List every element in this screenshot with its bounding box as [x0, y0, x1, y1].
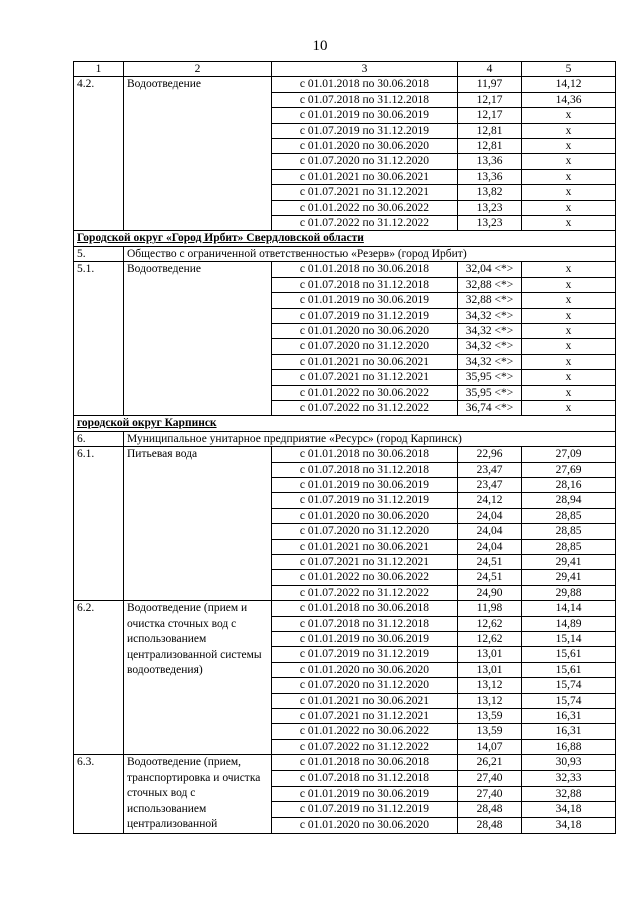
column-header: 4 [458, 62, 522, 77]
tariff-value-cell: 24,51 [458, 555, 522, 570]
service-name: Водоотведение [124, 77, 272, 231]
period-cell: с 01.07.2020 по 31.12.2020 [272, 524, 458, 539]
tariff-value-cell: 28,48 [458, 802, 522, 818]
period-cell: с 01.07.2021 по 31.12.2021 [272, 185, 458, 200]
tariff-value-cell: 13,59 [458, 709, 522, 724]
tariff-vat-cell: 34,18 [522, 802, 616, 818]
tariff-vat-cell: 28,85 [522, 508, 616, 523]
tariff-value-cell: 22,96 [458, 447, 522, 462]
period-cell: с 01.01.2021 по 30.06.2021 [272, 354, 458, 369]
tariff-vat-cell: х [522, 216, 616, 231]
period-cell: с 01.07.2022 по 31.12.2022 [272, 739, 458, 754]
tariff-value-cell: 27,40 [458, 786, 522, 802]
period-cell: с 01.07.2020 по 31.12.2020 [272, 678, 458, 693]
period-cell: с 01.01.2020 по 30.06.2020 [272, 662, 458, 677]
tariff-vat-cell: х [522, 200, 616, 215]
tariff-value-cell: 13,36 [458, 169, 522, 184]
tariff-vat-cell: 32,33 [522, 770, 616, 786]
period-cell: с 01.01.2020 по 30.06.2020 [272, 508, 458, 523]
period-cell: с 01.01.2020 по 30.06.2020 [272, 323, 458, 338]
period-cell: с 01.01.2018 по 30.06.2018 [272, 262, 458, 277]
period-cell: с 01.07.2019 по 31.12.2019 [272, 647, 458, 662]
tariff-value-cell: 23,47 [458, 477, 522, 492]
period-cell: с 01.07.2018 по 31.12.2018 [272, 92, 458, 107]
tariff-value-cell: 11,98 [458, 601, 522, 616]
tariff-vat-cell: х [522, 339, 616, 354]
tariff-value-cell: 34,32 <*> [458, 354, 522, 369]
item-number: 6.1. [74, 447, 124, 601]
tariff-value-cell: 27,40 [458, 770, 522, 786]
tariff-value-cell: 24,51 [458, 570, 522, 585]
organization-name: Общество с ограниченной ответственностью «Резерв» (город Ирбит) [124, 246, 616, 261]
tariff-vat-cell: х [522, 123, 616, 138]
tariff-value-cell: 14,07 [458, 739, 522, 754]
period-cell: с 01.01.2021 по 30.06.2021 [272, 539, 458, 554]
organization-number: 6. [74, 431, 124, 446]
item-number: 5.1. [74, 262, 124, 416]
organization-number: 5. [74, 246, 124, 261]
period-cell: с 01.01.2018 по 30.06.2018 [272, 601, 458, 616]
period-cell: с 01.01.2019 по 30.06.2019 [272, 632, 458, 647]
period-cell: с 01.07.2022 по 31.12.2022 [272, 400, 458, 415]
period-cell: с 01.01.2022 по 30.06.2022 [272, 200, 458, 215]
tariff-value-cell: 24,04 [458, 524, 522, 539]
tariff-value-cell: 12,17 [458, 108, 522, 123]
tariff-value-cell: 35,95 <*> [458, 385, 522, 400]
period-cell: с 01.07.2020 по 31.12.2020 [272, 154, 458, 169]
tariff-vat-cell: х [522, 323, 616, 338]
tariff-row [74, 262, 616, 277]
period-cell: с 01.01.2022 по 30.06.2022 [272, 385, 458, 400]
tariff-vat-cell: х [522, 262, 616, 277]
tariff-vat-cell: 29,41 [522, 570, 616, 585]
period-cell: с 01.01.2020 по 30.06.2020 [272, 139, 458, 154]
tariff-row [74, 77, 616, 92]
tariff-value-cell: 34,32 <*> [458, 308, 522, 323]
tariff-value-cell: 12,17 [458, 92, 522, 107]
tariff-value-cell: 12,81 [458, 139, 522, 154]
period-cell: с 01.07.2021 по 31.12.2021 [272, 709, 458, 724]
tariff-vat-cell: х [522, 400, 616, 415]
tariff-vat-cell: 14,89 [522, 616, 616, 631]
tariff-vat-cell: 14,36 [522, 92, 616, 107]
tariff-vat-cell: 15,61 [522, 662, 616, 677]
tariff-vat-cell: 34,18 [522, 818, 616, 834]
tariff-vat-cell: х [522, 154, 616, 169]
tariff-vat-cell: х [522, 370, 616, 385]
organization-name: Муниципальное унитарное предприятие «Ресурс» (город Карпинск) [124, 431, 616, 446]
tariff-value-cell: 13,12 [458, 678, 522, 693]
tariff-vat-cell: х [522, 277, 616, 292]
period-cell: с 01.07.2021 по 31.12.2021 [272, 555, 458, 570]
period-cell: с 01.01.2022 по 30.06.2022 [272, 570, 458, 585]
tariff-table [73, 61, 616, 834]
tariff-row [74, 755, 616, 771]
period-cell: с 01.01.2022 по 30.06.2022 [272, 724, 458, 739]
tariff-vat-cell: 14,14 [522, 601, 616, 616]
period-cell: с 01.01.2018 по 30.06.2018 [272, 447, 458, 462]
tariff-value-cell: 13,59 [458, 724, 522, 739]
tariff-vat-cell: 32,88 [522, 786, 616, 802]
column-header: 1 [74, 62, 124, 77]
tariff-value-cell: 28,48 [458, 818, 522, 834]
service-name: Водоотведение [124, 262, 272, 416]
period-cell: с 01.01.2019 по 30.06.2019 [272, 108, 458, 123]
tariff-value-cell: 24,04 [458, 539, 522, 554]
tariff-vat-cell: 28,85 [522, 539, 616, 554]
tariff-vat-cell: 16,31 [522, 724, 616, 739]
tariff-vat-cell: х [522, 354, 616, 369]
tariff-value-cell: 24,12 [458, 493, 522, 508]
tariff-vat-cell: х [522, 308, 616, 323]
tariff-value-cell: 26,21 [458, 755, 522, 771]
tariff-vat-cell: 27,09 [522, 447, 616, 462]
item-number: 6.3. [74, 755, 124, 834]
tariff-vat-cell: 15,74 [522, 678, 616, 693]
tariff-value-cell: 32,88 <*> [458, 293, 522, 308]
period-cell: с 01.07.2019 по 31.12.2019 [272, 802, 458, 818]
tariff-value-cell: 13,01 [458, 647, 522, 662]
period-cell: с 01.07.2019 по 31.12.2019 [272, 308, 458, 323]
period-cell: с 01.07.2019 по 31.12.2019 [272, 493, 458, 508]
section-row [74, 416, 616, 431]
tariff-vat-cell: 15,14 [522, 632, 616, 647]
tariff-vat-cell: 28,94 [522, 493, 616, 508]
tariff-value-cell: 35,95 <*> [458, 370, 522, 385]
tariff-value-cell: 12,62 [458, 632, 522, 647]
period-cell: с 01.07.2020 по 31.12.2020 [272, 339, 458, 354]
tariff-vat-cell: 29,41 [522, 555, 616, 570]
tariff-row [74, 447, 616, 462]
service-name: Водоотведение (прием, транспортировка и очистка сточных вод с использованием централизованной [124, 755, 272, 834]
tariff-value-cell: 13,12 [458, 693, 522, 708]
tariff-vat-cell: 15,74 [522, 693, 616, 708]
section-title: Городской округ «Город Ирбит» Свердловской области [74, 231, 616, 246]
tariff-value-cell: 12,81 [458, 123, 522, 138]
section-row [74, 231, 616, 246]
tariff-vat-cell: 16,88 [522, 739, 616, 754]
period-cell: с 01.07.2018 по 31.12.2018 [272, 277, 458, 292]
period-cell: с 01.01.2019 по 30.06.2019 [272, 293, 458, 308]
tariff-value-cell: 34,32 <*> [458, 339, 522, 354]
tariff-vat-cell: 30,93 [522, 755, 616, 771]
section-title: городской округ Карпинск [74, 416, 616, 431]
page-number: 10 [312, 38, 328, 54]
tariff-value-cell: 12,62 [458, 616, 522, 631]
tariff-vat-cell: х [522, 139, 616, 154]
header-row [74, 62, 616, 77]
period-cell: с 01.07.2021 по 31.12.2021 [272, 370, 458, 385]
tariff-vat-cell: х [522, 108, 616, 123]
tariff-vat-cell: 29,88 [522, 585, 616, 600]
tariff-vat-cell: 27,69 [522, 462, 616, 477]
period-cell: с 01.07.2022 по 31.12.2022 [272, 585, 458, 600]
period-cell: с 01.07.2018 по 31.12.2018 [272, 770, 458, 786]
tariff-vat-cell: х [522, 185, 616, 200]
service-name: Питьевая вода [124, 447, 272, 601]
period-cell: с 01.01.2019 по 30.06.2019 [272, 477, 458, 492]
tariff-value-cell: 24,04 [458, 508, 522, 523]
period-cell: с 01.07.2018 по 31.12.2018 [272, 616, 458, 631]
period-cell: с 01.01.2021 по 30.06.2021 [272, 693, 458, 708]
tariff-value-cell: 32,88 <*> [458, 277, 522, 292]
tariff-vat-cell: х [522, 169, 616, 184]
period-cell: с 01.07.2018 по 31.12.2018 [272, 462, 458, 477]
period-cell: с 01.01.2021 по 30.06.2021 [272, 169, 458, 184]
tariff-value-cell: 32,04 <*> [458, 262, 522, 277]
tariff-vat-cell: 28,85 [522, 524, 616, 539]
tariff-vat-cell: 28,16 [522, 477, 616, 492]
tariff-vat-cell: х [522, 385, 616, 400]
period-cell: с 01.01.2018 по 30.06.2018 [272, 755, 458, 771]
tariff-vat-cell: 15,61 [522, 647, 616, 662]
tariff-value-cell: 13,01 [458, 662, 522, 677]
tariff-value-cell: 36,74 <*> [458, 400, 522, 415]
tariff-vat-cell: 14,12 [522, 77, 616, 92]
tariff-vat-cell: 16,31 [522, 709, 616, 724]
item-number: 6.2. [74, 601, 124, 755]
period-cell: с 01.01.2020 по 30.06.2020 [272, 818, 458, 834]
tariff-value-cell: 23,47 [458, 462, 522, 477]
tariff-value-cell: 11,97 [458, 77, 522, 92]
period-cell: с 01.01.2018 по 30.06.2018 [272, 77, 458, 92]
service-name: Водоотведение (прием и очистка сточных вод с использованием централизованной системы водоотведения) [124, 601, 272, 755]
item-number: 4.2. [74, 77, 124, 231]
tariff-value-cell: 13,23 [458, 216, 522, 231]
organization-row [74, 431, 616, 446]
tariff-value-cell: 13,23 [458, 200, 522, 215]
tariff-value-cell: 24,90 [458, 585, 522, 600]
tariff-value-cell: 13,82 [458, 185, 522, 200]
column-header: 5 [522, 62, 616, 77]
organization-row [74, 246, 616, 261]
tariff-row [74, 601, 616, 616]
period-cell: с 01.07.2022 по 31.12.2022 [272, 216, 458, 231]
period-cell: с 01.01.2019 по 30.06.2019 [272, 786, 458, 802]
tariff-vat-cell: х [522, 293, 616, 308]
column-header: 2 [124, 62, 272, 77]
tariff-table-body [74, 62, 616, 834]
column-header: 3 [272, 62, 458, 77]
tariff-value-cell: 34,32 <*> [458, 323, 522, 338]
tariff-value-cell: 13,36 [458, 154, 522, 169]
period-cell: с 01.07.2019 по 31.12.2019 [272, 123, 458, 138]
